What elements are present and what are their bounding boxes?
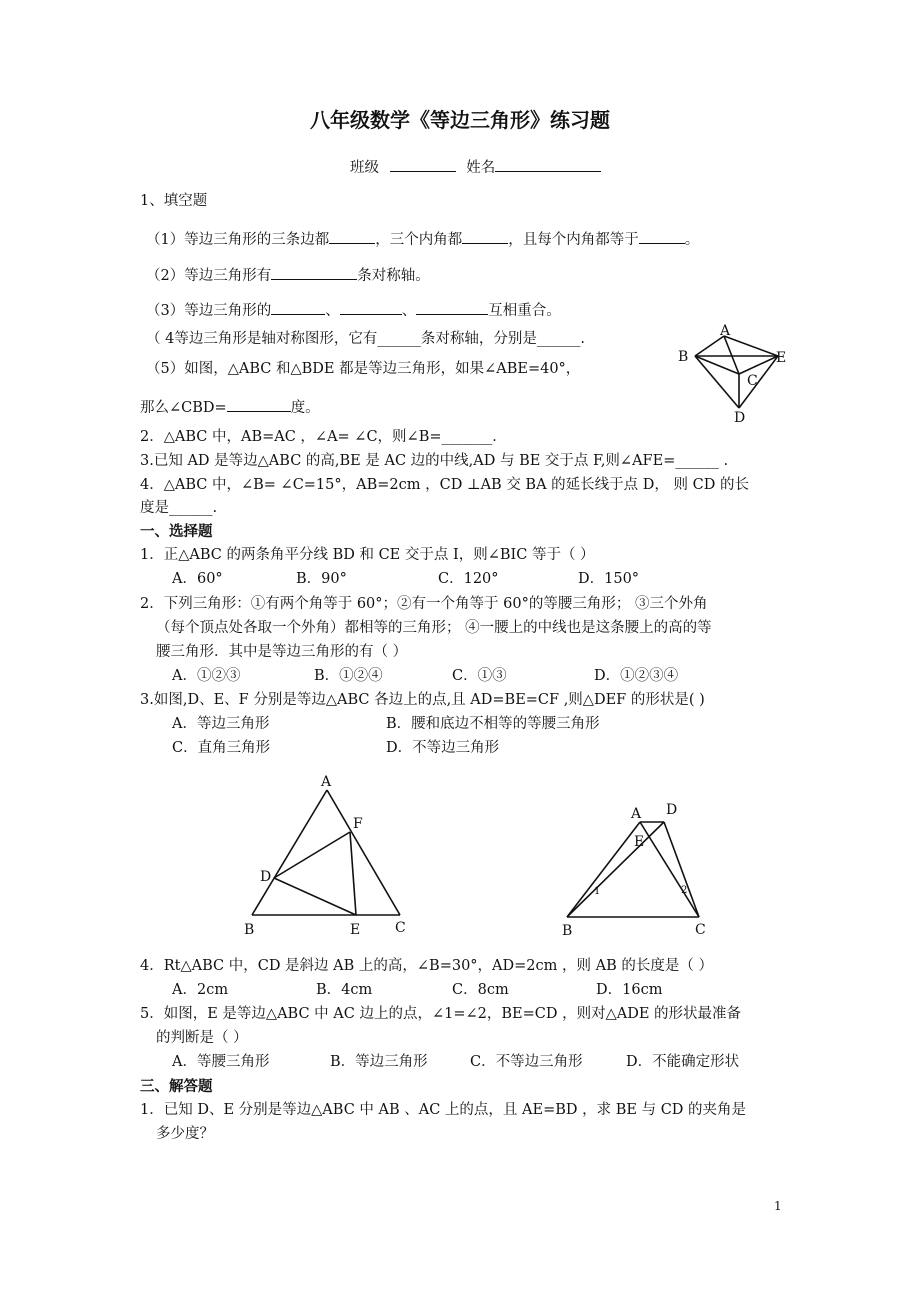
fill-q3-text-b: 互相重合。 [488,303,561,319]
fig2-segment-de [274,878,356,915]
choice-q5-option-d: D．不能确定形状 [626,1054,740,1070]
fig1-label-a: A [720,323,731,339]
choice-q3-option-a: A．等边三角形 [172,716,270,732]
blank [271,264,357,280]
fill-q2-text-a: （2）等边三角形有 [146,268,272,284]
fig3-angle-mark-2: 2 [681,885,688,896]
fig2-segment-ac [327,790,400,915]
fig1-label-b: B [678,349,689,365]
name-label: 姓名 [466,160,496,176]
choice-q2-option-a: A．①②③ [172,668,241,684]
choice-q2-option-b: B．①②④ [314,668,383,684]
fig3-label-a: A [631,806,642,822]
fig3-angle-mark-1: 1 [594,886,601,897]
fill-p2: 2．△ABC 中，AB=AC ，∠A= ∠C，则∠B=_______． [140,429,507,445]
blank [416,299,488,315]
fill-q2-text-b: 条对称轴。 [357,268,430,284]
fill-q1 [146,228,699,250]
choice-q2-option-c: C．①③ [452,668,507,684]
fill-q5-text-b: 度。 [290,400,320,416]
choice-q4-option-d: D．16cm [596,982,663,998]
fig2-segment-fe [350,832,356,915]
choice-heading: 一、选择题 [140,524,213,540]
figure-bde-abc [670,318,800,430]
fill-q3-text-a: （3）等边三角形的 [146,303,272,319]
choice-q3-stem: 3.如图,D、E、F 分别是等边△ABC 各边上的点,且 AD=BE=CF ,则△DEF 的形状是( ) [140,692,705,708]
choice-q4-option-b: B．4cm [316,982,373,998]
choice-q1-option-c: C．120° [438,571,499,587]
fig3-label-d: D [666,802,678,818]
fig2-label-b: B [244,922,255,938]
fig1-segment-ab [695,336,724,356]
fill-q1-text-a: （1）等边三角形的三条边都 [146,232,330,248]
fill-q5-text-a: 那么∠CBD= [140,400,227,416]
choice-q4-option-a: A．2cm [172,982,229,998]
figure-triangle-ade [556,796,716,940]
choice-q3-option-c: C．直角三角形 [172,740,271,756]
choice-q2-line1: 2．下列三角形：①有两个角等于 60°；②有一个角等于 60°的等腰三角形； ③三个外角 [140,596,708,612]
fig3-segment-ab [567,822,640,917]
name-blank [495,156,601,172]
figure-triangle-def [236,768,426,940]
fill-q1-text-c: ，且每个内角都等于 [508,232,639,248]
answer-q1-line2: 多少度？ [156,1126,214,1142]
fig1-segment-ed [739,356,778,408]
fill-q3-sep: 、 [325,303,340,319]
choice-q1-option-d: D．150° [578,571,640,587]
fig2-label-d: D [260,869,272,885]
fig2-label-a: A [321,774,332,790]
fill-q2 [146,264,430,286]
fig1-label-d: D [734,410,746,426]
choice-q4-option-c: C．8cm [452,982,509,998]
fill-q5-line1: （5）如图，△ABC 和△BDE 都是等边三角形，如果∠ABE=40°， [146,361,581,377]
blank [227,396,291,412]
answer-q1-line1: 1．已知 D、E 分别是等边△ABC 中 AB 、AC 上的点，且 AE=BD ，求 BE 与 CD 的夹角是 [140,1102,747,1118]
fill-p4-line2: 度是______. [140,500,218,516]
fig3-label-e: E [634,834,645,850]
choice-q3-option-b: B．腰和底边不相等的等腰三角形 [386,716,600,732]
fig1-label-c: C [747,373,758,389]
choice-q2-option-d: D．①②③④ [594,668,679,684]
fig3-label-b: B [562,923,573,939]
choice-q1-option-b: B．90° [296,571,347,587]
fill-q1-text-d: 。 [684,232,700,248]
fig1-segment-ae [724,336,778,356]
choice-q1-option-a: A．60° [172,571,223,587]
blank [329,228,375,244]
fig1-label-e: E [776,350,787,366]
choice-q5-option-b: B．等边三角形 [330,1054,428,1070]
class-label: 班级 [350,160,379,176]
choice-q2-line3: 腰三角形．其中是等边三角形的有（ ） [156,644,408,660]
fig2-label-c: C [395,920,406,936]
choice-q5-option-c: C．不等边三角形 [470,1054,583,1070]
fig3-label-c: C [695,922,706,938]
class-name-line [350,156,601,178]
fill-q3-sep: 、 [401,303,417,319]
choice-q2-line2: （每个顶点处各取一个外角）都相等的三角形； ④一腰上的中线也是这条腰上的高的等 [156,620,712,636]
choice-q3-option-d: D．不等边三角形 [386,740,500,756]
fill-p4-line1: 4．△ABC 中，∠B= ∠C=15°，AB=2cm ，CD ⊥AB 交 BA 的延长线于点 D， 则 CD 的长 [140,477,749,493]
blank [340,299,402,315]
page-number: 1 [774,1199,782,1213]
choice-q4-stem: 4．Rt△ABC 中，CD 是斜边 AB 上的高，∠B=30°，AD=2cm ，则 AB 的长度是（ ） [140,958,713,974]
page-title: 八年级数学《等边三角形》练习题 [310,108,610,132]
choice-q5-option-a: A．等腰三角形 [172,1054,270,1070]
fig2-segment-df [274,832,350,878]
fill-p3: 3.已知 AD 是等边△ABC 的高,BE 是 AC 边的中线,AD 与 BE 交于点 F,则∠AFE=______ . [140,453,729,469]
fig2-label-f: F [353,816,363,832]
fill-q3 [146,299,561,321]
fig2-label-e: E [350,922,361,938]
blank [639,228,685,244]
fill-heading: 1、填空题 [140,193,208,209]
answer-heading: 三、解答题 [140,1079,213,1095]
blank [271,299,325,315]
fig1-segment-bd [695,356,739,408]
choice-q1-stem: 1．正△ABC 的两条角平分线 BD 和 CE 交于点 I，则∠BIC 等于（ ） [140,547,595,563]
fill-q4: （ 4等边三角形是轴对称图形，它有______条对称轴，分别是______. [146,331,585,347]
class-blank [390,156,456,172]
fig3-segment-bd [567,822,664,917]
choice-q5-line2: 的判断是（ ） [156,1030,248,1046]
choice-q5-line1: 5．如图，E 是等边△ABC 中 AC 边上的点，∠1=∠2，BE=CD ，则对△ADE 的形状最准备 [140,1006,742,1022]
fill-q5-line2 [140,396,320,418]
blank [462,228,508,244]
fill-q1-text-b: ，三个内角都 [375,232,463,248]
